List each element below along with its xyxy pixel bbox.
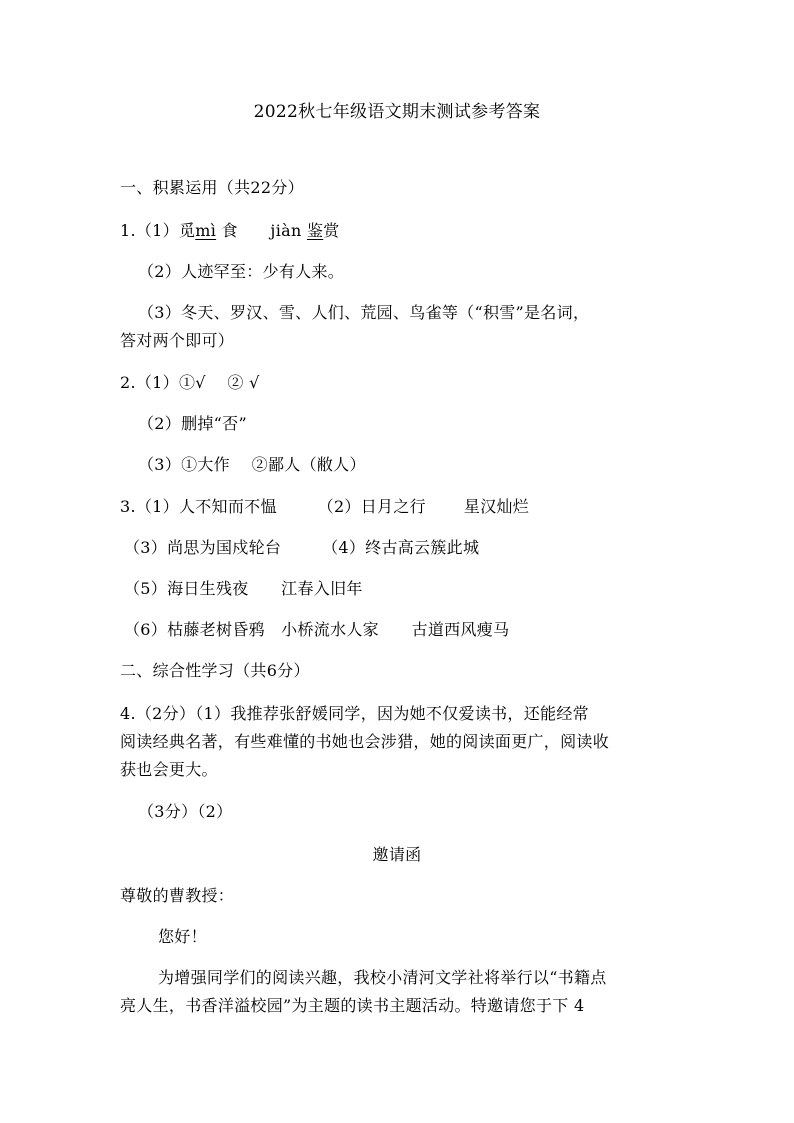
answer-4-line2: 阅读经典名著，有些难懂的书她也会涉猎，她的阅读面更广，阅读收: [120, 732, 610, 751]
letter-body-line1: 为增强同学们的阅读兴趣，我校小清河文学社将举行以“书籍点: [158, 968, 607, 987]
answer-3-line3: （5）海日生残夜 江春入旧年: [124, 579, 363, 598]
answer-2-1: 2.（1）①√ ② √: [120, 373, 260, 392]
section-heading-2: 二、综合性学习（共6分）: [120, 661, 310, 680]
section-heading-1: 一、积累运用（共22分）: [120, 178, 304, 197]
answer-1-1-suffix: 赏: [323, 221, 340, 240]
letter-greeting: 您好！: [158, 927, 207, 946]
answer-1-2: （2）人迹罕至：少有人来。: [138, 262, 345, 281]
letter-salutation: 尊敬的曹教授：: [120, 886, 235, 905]
answer-3-line4: （6）枯藤老树昏鸦 小桥流水人家 古道西风瘦马: [124, 620, 510, 639]
answer-1-1-prefix: 1.（1）觅: [120, 221, 196, 240]
answer-2-3: （3）①大作 ②鄙人（敝人）: [138, 455, 366, 474]
answer-3-line2: （3）尚思为国戍轮台 （4）终古高云簇此城: [124, 538, 480, 557]
answer-3-line1: 3.（1）人不知而不愠 （2）日月之行 星汉灿烂: [120, 497, 530, 516]
character-answer: 鉴: [306, 221, 324, 240]
answer-4-line1: 4.（2分）（1）我推荐张舒媛同学，因为她不仅爱读书，还能经常: [120, 704, 589, 723]
answer-1-1: [120, 221, 340, 241]
pinyin-answer: mì: [195, 221, 217, 240]
page-title: 2022秋七年级语文期末测试参考答案: [253, 102, 541, 122]
letter-heading: 邀请函: [372, 845, 422, 864]
answer-4-line4: （3分）（2）: [138, 802, 233, 821]
answer-1-3-line1: （3）冬天、罗汉、雪、人们、荒园、鸟雀等（“积雪”是名词，: [138, 303, 590, 322]
answer-1-3-line2: 答对两个即可）: [120, 331, 235, 350]
answer-2-2: （2）删掉“否”: [138, 414, 247, 433]
answer-4-line3: 获也会更大。: [120, 760, 218, 779]
letter-body-line2: 亮人生，书香洋溢校园”为主题的读书主题活动。特邀请您于下 4: [120, 996, 585, 1015]
answer-1-1-mid: 食 jiàn: [221, 221, 307, 240]
